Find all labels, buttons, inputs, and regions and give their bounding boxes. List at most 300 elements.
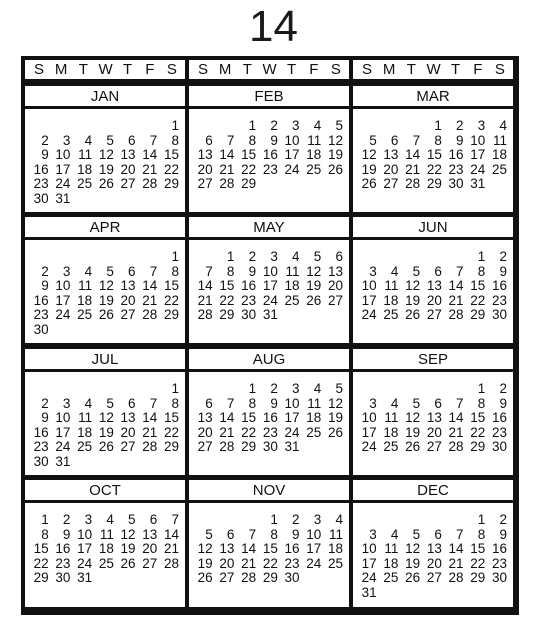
day-cell: 26: [327, 424, 343, 440]
day-cell: 23: [284, 555, 300, 571]
day-cell: 17: [262, 278, 278, 293]
day-blank: [29, 250, 51, 265]
day-blank: [400, 382, 422, 397]
month-name-mar: MAR: [353, 86, 513, 106]
weekday-label: T: [123, 61, 133, 78]
day-blank: [116, 382, 138, 397]
day-cell: 10: [361, 410, 377, 425]
day-cell: 20: [120, 424, 136, 440]
day-cell: 10: [262, 263, 278, 279]
day-cell: 14: [219, 147, 235, 162]
day-blank: [51, 382, 73, 397]
day-blank: [422, 250, 444, 265]
day-cell: 16: [241, 278, 257, 293]
day-blank: [94, 250, 116, 265]
weekday-label: T: [78, 61, 88, 78]
weekday-label: F: [473, 61, 483, 78]
day-cell: 4: [84, 263, 93, 279]
day-cell: 29: [33, 570, 49, 585]
day-cell: 18: [77, 161, 93, 177]
day-cell: 6: [128, 395, 136, 411]
day-cell: 24: [361, 570, 377, 585]
day-cell: 5: [335, 118, 343, 133]
weekday-header: [189, 60, 349, 79]
day-cell: 6: [128, 132, 136, 148]
weekday-label: F: [145, 61, 155, 78]
day-cell: 20: [197, 161, 213, 177]
month-name-dec: DEC: [353, 480, 513, 500]
day-cell: 20: [426, 424, 442, 440]
day-blank: [51, 119, 73, 134]
day-cell: 21: [448, 292, 464, 308]
month-days-apr: [25, 240, 185, 343]
day-cell: 5: [205, 526, 213, 542]
day-cell: 7: [149, 132, 158, 148]
day-cell: 2: [41, 263, 49, 279]
year-title: 14: [249, 2, 298, 51]
day-blank: [138, 119, 160, 134]
day-cell: 13: [197, 147, 213, 162]
day-cell: 23: [33, 307, 49, 322]
day-cell: 22: [241, 161, 257, 177]
day-cell: 26: [120, 555, 136, 571]
day-cell: 24: [77, 555, 93, 571]
day-cell: 20: [197, 424, 213, 440]
day-cell: 9: [270, 132, 278, 148]
day-cell: 2: [456, 118, 464, 133]
day-cell: 19: [98, 161, 114, 177]
month-days-mar: [353, 109, 513, 212]
day-cell: 12: [327, 395, 343, 411]
day-cell: 17: [55, 292, 71, 308]
day-cell: 25: [284, 292, 300, 308]
day-cell: 21: [142, 292, 158, 308]
day-cell: 20: [120, 292, 136, 308]
day-cell: 21: [405, 161, 421, 177]
day-cell: 28: [405, 176, 421, 191]
day-cell: 15: [219, 278, 235, 293]
month-days-may: [189, 240, 349, 343]
day-cell: 16: [262, 147, 278, 162]
day-cell: 1: [477, 249, 486, 264]
day-blank: [215, 119, 237, 134]
day-cell: 13: [426, 541, 442, 556]
day-cell: 1: [41, 512, 49, 527]
day-cell: 7: [149, 395, 158, 411]
day-cell: 29: [163, 176, 179, 191]
month-days-sep: [353, 372, 513, 475]
day-blank: [29, 119, 51, 134]
day-cell: 17: [306, 541, 322, 556]
day-blank: [51, 250, 73, 265]
day-cell: 30: [262, 439, 278, 454]
day-cell: 23: [491, 424, 507, 440]
day-cell: 16: [491, 410, 507, 425]
day-cell: 28: [448, 570, 464, 585]
month-name-nov: NOV: [189, 480, 349, 500]
day-cell: 26: [306, 292, 322, 308]
day-cell: 8: [434, 132, 442, 148]
day-cell: 24: [55, 439, 71, 454]
day-grid: [29, 250, 181, 337]
day-cell: 27: [120, 307, 136, 322]
month-days-nov: [189, 503, 349, 607]
day-cell: 26: [98, 439, 114, 454]
day-cell: 2: [499, 512, 507, 527]
day-cell: 17: [284, 147, 300, 162]
day-grid: [193, 119, 345, 192]
weekday-label: F: [309, 61, 319, 78]
day-cell: 22: [262, 555, 278, 571]
day-grid: [29, 513, 181, 586]
day-cell: 3: [62, 395, 71, 411]
day-cell: 23: [33, 439, 49, 454]
day-cell: 16: [55, 541, 71, 556]
day-cell: 4: [292, 249, 300, 264]
day-cell: 26: [197, 570, 213, 585]
day-blank: [357, 513, 379, 528]
day-grid: [357, 513, 509, 600]
day-cell: 30: [491, 307, 507, 322]
month-days-dec: [353, 503, 513, 607]
day-cell: 18: [383, 292, 399, 308]
day-cell: 13: [327, 263, 343, 279]
day-cell: 15: [262, 541, 278, 556]
calendar-grid: [21, 56, 519, 615]
day-cell: 22: [163, 424, 179, 440]
day-cell: 1: [171, 249, 179, 264]
day-cell: 24: [361, 307, 377, 322]
day-cell: 20: [219, 555, 235, 571]
day-blank: [444, 250, 466, 265]
day-cell: 27: [120, 439, 136, 454]
weekday-label: S: [494, 61, 505, 78]
day-cell: 14: [405, 147, 421, 162]
day-cell: 11: [78, 410, 93, 425]
month-name-aug: AUG: [189, 349, 349, 369]
day-cell: 15: [470, 541, 486, 556]
day-cell: 11: [384, 410, 399, 425]
day-cell: 11: [78, 278, 93, 293]
day-blank: [357, 382, 379, 397]
day-blank: [422, 382, 444, 397]
day-blank: [116, 250, 138, 265]
day-cell: 6: [205, 132, 213, 148]
day-cell: 19: [98, 292, 114, 308]
day-cell: 5: [106, 263, 114, 279]
day-cell: 10: [55, 410, 71, 425]
day-cell: 6: [205, 395, 213, 411]
day-cell: 8: [171, 395, 179, 411]
day-cell: 25: [98, 555, 114, 571]
day-cell: 29: [163, 439, 179, 454]
day-cell: 19: [327, 147, 343, 162]
day-cell: 30: [33, 321, 49, 337]
day-cell: 27: [120, 176, 136, 191]
day-cell: 17: [55, 161, 71, 177]
day-cell: 19: [361, 161, 377, 177]
day-cell: 5: [369, 132, 377, 148]
day-cell: 22: [33, 555, 49, 571]
weekday-label: W: [98, 61, 113, 78]
day-cell: 15: [470, 410, 486, 425]
day-cell: 13: [120, 147, 136, 162]
day-cell: 15: [241, 147, 257, 162]
day-cell: 31: [262, 307, 278, 322]
day-cell: 7: [226, 132, 235, 148]
day-cell: 27: [426, 570, 442, 585]
day-cell: 4: [499, 118, 507, 133]
day-cell: 24: [470, 161, 486, 177]
day-cell: 10: [55, 278, 71, 293]
day-cell: 24: [55, 307, 71, 322]
day-cell: 4: [390, 395, 399, 411]
day-cell: 4: [313, 381, 322, 396]
day-cell: 11: [492, 132, 507, 148]
day-cell: 2: [270, 118, 278, 133]
day-blank: [72, 382, 94, 397]
day-cell: 23: [55, 555, 71, 571]
day-blank: [215, 513, 237, 528]
day-cell: 29: [241, 439, 257, 454]
weekday-header: [353, 60, 513, 79]
day-cell: 15: [241, 410, 257, 425]
day-cell: 4: [106, 512, 114, 527]
day-cell: 7: [248, 526, 257, 542]
day-cell: 3: [292, 381, 300, 396]
day-cell: 9: [41, 410, 49, 425]
weekday-label: T: [406, 61, 416, 78]
day-cell: 26: [98, 307, 114, 322]
day-grid: [193, 513, 345, 586]
weekday-label: M: [54, 61, 68, 78]
day-cell: 8: [171, 132, 179, 148]
weekday-label: S: [361, 61, 372, 78]
month-days-jul: [25, 372, 185, 475]
day-cell: 11: [285, 263, 300, 279]
day-cell: 23: [448, 161, 464, 177]
day-cell: 20: [120, 161, 136, 177]
month-name-apr: APR: [25, 217, 185, 237]
day-cell: 14: [219, 410, 235, 425]
day-cell: 17: [361, 424, 377, 440]
day-cell: 9: [499, 395, 507, 411]
day-cell: 23: [491, 292, 507, 308]
day-cell: 28: [163, 555, 179, 571]
day-cell: 28: [142, 176, 158, 191]
day-cell: 18: [327, 541, 343, 556]
day-cell: 24: [361, 439, 377, 454]
day-blank: [138, 250, 160, 265]
day-cell: 24: [55, 176, 71, 191]
day-cell: 9: [456, 132, 464, 148]
day-cell: 25: [77, 176, 93, 191]
day-grid: [357, 250, 509, 323]
day-cell: 16: [262, 410, 278, 425]
day-cell: 25: [306, 161, 322, 177]
day-cell: 22: [163, 292, 179, 308]
day-cell: 9: [248, 263, 257, 279]
day-cell: 22: [241, 424, 257, 440]
day-cell: 17: [284, 410, 300, 425]
day-cell: 12: [327, 132, 343, 148]
day-grid: [29, 119, 181, 206]
day-cell: 16: [448, 147, 464, 162]
day-grid: [357, 382, 509, 455]
day-cell: 21: [142, 161, 158, 177]
day-cell: 22: [470, 424, 486, 440]
day-cell: 4: [390, 263, 399, 279]
month-name-oct: OCT: [25, 480, 185, 500]
day-cell: 28: [241, 570, 257, 585]
day-cell: 10: [284, 395, 300, 411]
month-days-jun: [353, 240, 513, 343]
day-cell: 18: [491, 147, 507, 162]
day-cell: 26: [327, 161, 343, 177]
day-cell: 15: [426, 147, 442, 162]
day-cell: 5: [128, 512, 136, 527]
day-cell: 9: [62, 526, 71, 542]
day-cell: 24: [306, 555, 322, 571]
day-cell: 13: [426, 278, 442, 293]
month-name-jun: JUN: [353, 217, 513, 237]
day-blank: [357, 250, 379, 265]
day-cell: 5: [335, 381, 343, 396]
day-blank: [193, 250, 215, 265]
day-cell: 13: [120, 278, 136, 293]
day-cell: 21: [163, 541, 179, 556]
day-cell: 21: [142, 424, 158, 440]
day-cell: 14: [448, 278, 464, 293]
day-cell: 7: [171, 512, 179, 527]
day-cell: 22: [426, 161, 442, 177]
day-cell: 10: [306, 526, 322, 542]
day-cell: 28: [219, 439, 235, 454]
day-cell: 6: [149, 512, 158, 527]
day-cell: 10: [361, 541, 377, 556]
day-blank: [400, 250, 422, 265]
day-cell: 18: [306, 410, 322, 425]
day-cell: 24: [284, 424, 300, 440]
day-cell: 8: [477, 526, 486, 542]
day-cell: 10: [470, 132, 486, 148]
month-name-feb: FEB: [189, 86, 349, 106]
day-cell: 22: [163, 161, 179, 177]
day-cell: 11: [328, 526, 343, 542]
day-blank: [379, 119, 401, 134]
day-cell: 20: [327, 278, 343, 293]
day-cell: 12: [197, 541, 213, 556]
weekday-label: S: [33, 61, 44, 78]
day-cell: 25: [77, 439, 93, 454]
day-cell: 27: [197, 439, 213, 454]
day-cell: 14: [142, 147, 158, 162]
day-cell: 26: [405, 570, 421, 585]
day-cell: 4: [84, 132, 93, 148]
month-days-oct: [25, 503, 185, 607]
day-cell: 11: [99, 526, 114, 542]
day-cell: 8: [41, 526, 49, 542]
day-cell: 12: [361, 147, 377, 162]
day-cell: 27: [383, 176, 399, 191]
day-cell: 11: [78, 147, 93, 162]
day-cell: 8: [248, 132, 257, 148]
day-cell: 26: [98, 176, 114, 191]
day-cell: 10: [77, 526, 93, 542]
day-cell: 19: [327, 410, 343, 425]
day-cell: 2: [499, 249, 507, 264]
day-cell: 25: [383, 439, 399, 454]
day-cell: 1: [270, 512, 278, 527]
day-cell: 14: [163, 526, 179, 542]
day-cell: 15: [33, 541, 49, 556]
weekday-label: W: [262, 61, 277, 78]
day-cell: 12: [405, 410, 421, 425]
day-cell: 3: [62, 132, 71, 148]
day-blank: [94, 119, 116, 134]
day-cell: 25: [383, 307, 399, 322]
day-cell: 6: [390, 132, 399, 148]
day-cell: 29: [470, 307, 486, 322]
day-blank: [72, 119, 94, 134]
month-days-jan: [25, 109, 185, 212]
day-cell: 29: [470, 570, 486, 585]
day-cell: 1: [171, 381, 179, 396]
day-blank: [444, 513, 466, 528]
day-cell: 1: [477, 381, 486, 396]
day-grid: [193, 382, 345, 455]
month-name-may: MAY: [189, 217, 349, 237]
day-cell: 29: [219, 307, 235, 322]
day-cell: 3: [62, 263, 71, 279]
day-cell: 21: [197, 292, 213, 308]
day-cell: 4: [390, 526, 399, 542]
day-cell: 28: [197, 307, 213, 322]
day-cell: 13: [426, 410, 442, 425]
day-cell: 7: [149, 263, 158, 279]
day-cell: 17: [77, 541, 93, 556]
day-cell: 11: [307, 395, 322, 411]
day-cell: 31: [470, 176, 486, 191]
day-cell: 7: [412, 132, 421, 148]
day-cell: 26: [405, 307, 421, 322]
day-cell: 17: [361, 555, 377, 571]
month-days-feb: [189, 109, 349, 212]
day-cell: 9: [41, 278, 49, 293]
day-cell: 16: [491, 278, 507, 293]
day-cell: 18: [383, 424, 399, 440]
day-cell: 1: [171, 118, 179, 133]
day-cell: 20: [426, 292, 442, 308]
day-cell: 10: [55, 147, 71, 162]
day-cell: 6: [434, 395, 442, 411]
day-cell: 17: [470, 147, 486, 162]
day-cell: 31: [77, 570, 93, 585]
day-cell: 13: [197, 410, 213, 425]
day-cell: 28: [448, 439, 464, 454]
day-cell: 18: [284, 278, 300, 293]
day-cell: 30: [284, 570, 300, 585]
day-cell: 9: [41, 147, 49, 162]
day-cell: 12: [306, 263, 322, 279]
weekday-label: S: [166, 61, 177, 78]
day-cell: 21: [219, 161, 235, 177]
weekday-label: S: [330, 61, 341, 78]
day-cell: 3: [270, 249, 278, 264]
day-cell: 29: [426, 176, 442, 191]
day-cell: 8: [477, 263, 486, 279]
day-blank: [193, 513, 215, 528]
